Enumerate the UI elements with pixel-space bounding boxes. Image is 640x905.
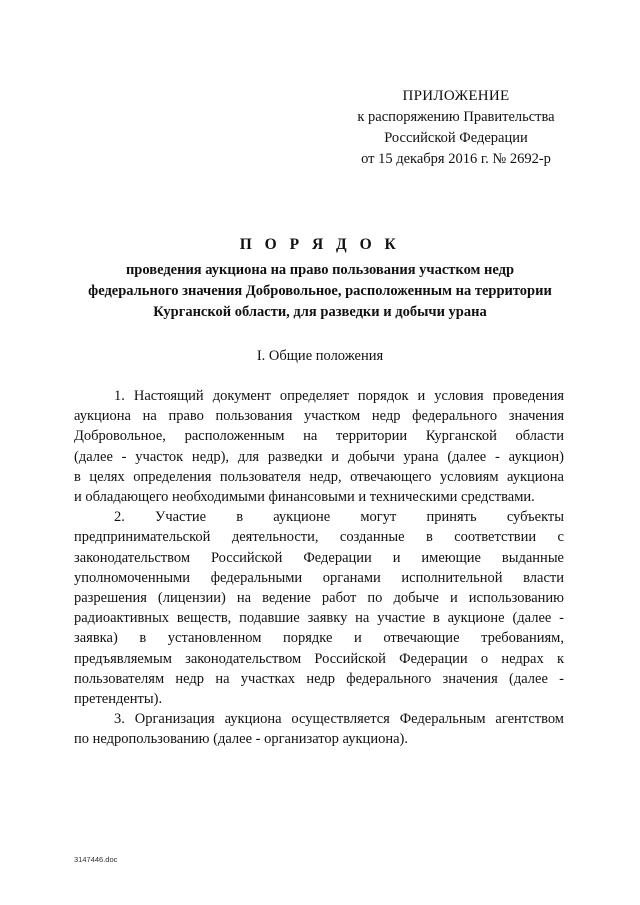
paragraph-line: в целях определения пользователя недр, отвечающего условиям аукциона [74, 468, 564, 485]
subtitle-line: федерального значения Добровольное, расположенным на территории [88, 283, 552, 299]
paragraph-line: (далее - участок недр), для разведки и добычи урана (далее - аукцион) [74, 448, 564, 465]
document-subtitle [60, 260, 580, 323]
paragraph-line: 1. Настоящий документ определяет порядок и условия проведения [114, 388, 564, 404]
paragraph-3 [74, 709, 564, 749]
file-name-footer: 3147446.doc [74, 855, 118, 864]
appendix-line-2: Российской Федерации [384, 130, 528, 146]
paragraph-line: пользователям недр на участках недр федерального значения (далее - [74, 670, 564, 687]
paragraph-2 [74, 507, 564, 709]
paragraph-line: заявка) в установленном порядке и отвечающие требованиям, [74, 630, 564, 647]
paragraph-line: предпринимательской деятельности, созданные в соответствии с [74, 529, 564, 546]
document-body [74, 386, 564, 750]
section-heading: I. Общие положения [256, 348, 384, 364]
paragraph-line: законодательством Российской Федерации и имеющие выданные [74, 549, 564, 566]
appendix-title: ПРИЛОЖЕНИЕ [402, 88, 510, 104]
paragraph-line: 3. Организация аукциона осуществляется Федеральным агентством [114, 711, 564, 728]
paragraph-line: претенденты). [74, 691, 163, 708]
paragraph-1 [74, 386, 564, 507]
paragraph-line: 2. Участие в аукционе могут принять субъекты [114, 509, 564, 526]
subtitle-line: проведения аукциона на право пользования участком недр [125, 262, 515, 278]
subtitle-line: Курганской области, для разведки и добычи урана [153, 304, 487, 320]
paragraph-line: уполномоченными федеральными органами исполнительной власти [74, 569, 564, 586]
approval-block [330, 86, 582, 170]
paragraph-line: предъявляемым законодательством Российской Федерации о недрах к [74, 650, 564, 667]
paragraph-line: аукциона на право пользования участком недр федерального значения [74, 408, 564, 425]
paragraph-line: по недропользованию (далее - организатор аукциона). [74, 731, 408, 748]
paragraph-line: Добровольное, расположенным на территории Курганской области [74, 428, 564, 445]
appendix-line-3: от 15 декабря 2016 г. № 2692-р [361, 151, 551, 167]
paragraph-line: и обладающего необходимыми финансовыми и техническими средствами. [74, 489, 535, 506]
appendix-line-1: к распоряжению Правительства [357, 109, 555, 125]
document-title: П О Р Я Д О К [239, 236, 401, 253]
paragraph-line: радиоактивных веществ, подавшие заявку на участие в аукционе (далее - [74, 610, 564, 627]
paragraph-line: разрешения (лицензии) на ведение работ по добыче и использованию [74, 590, 564, 607]
